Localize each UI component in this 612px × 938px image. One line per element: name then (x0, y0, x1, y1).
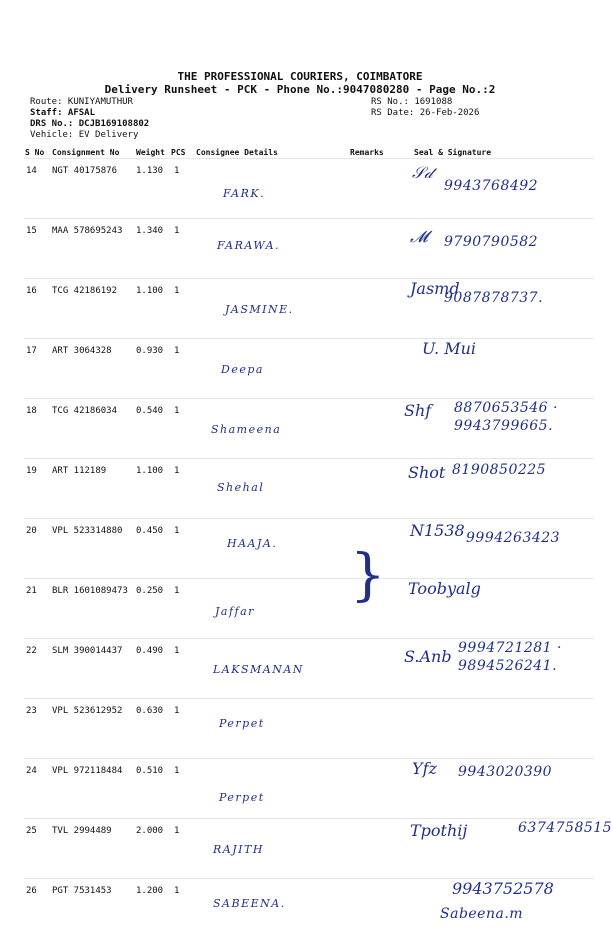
consignee-handwriting: HAAJA. (227, 537, 277, 550)
weight-cell: 0.930 (135, 339, 170, 399)
pcs-cell: 1 (170, 759, 195, 819)
consignee-cell (195, 219, 349, 279)
consignee-cell (195, 159, 349, 219)
weight-cell: 0.450 (135, 519, 170, 579)
sno-cell: 23 (24, 699, 51, 759)
route-label: Route: KUNIYAMUTHUR (30, 97, 149, 108)
col-remarks-header: Remarks (349, 146, 404, 159)
remarks-cell (349, 159, 404, 219)
consignee-cell (195, 399, 349, 459)
signature-cell (404, 339, 594, 399)
consignee-handwriting: Jaffar (215, 605, 255, 618)
remarks-cell (349, 279, 404, 339)
weight-cell: 0.540 (135, 399, 170, 459)
consignee-handwriting: RAJITH (213, 843, 264, 856)
remarks-cell (349, 459, 404, 519)
signature-cell (404, 879, 594, 938)
runsheet-meta-left (30, 97, 149, 141)
signature-mark: S.Anb (404, 647, 452, 666)
pcs-cell: 1 (170, 219, 195, 279)
table-row (24, 459, 594, 519)
pcs-cell: 1 (170, 159, 195, 219)
consignment-cell: VPL 523314880 (51, 519, 135, 579)
signature-phone: 9790790582 (444, 233, 538, 251)
drs-number: DRS No.: DCJB169108802 (30, 119, 149, 130)
table-row (24, 159, 594, 219)
signature-cell (404, 519, 594, 579)
col-consignment-header: Consignment No (51, 146, 135, 159)
sno-cell: 22 (24, 639, 51, 699)
signature-cell (404, 579, 594, 639)
consignee-cell (195, 819, 349, 879)
consignee-handwriting: JASMINE. (225, 303, 294, 316)
table-row (24, 639, 594, 699)
consignee-handwriting: SABEENA. (213, 897, 286, 910)
weight-cell: 1.340 (135, 219, 170, 279)
rs-date: RS Date: 26-Feb-2026 (371, 108, 479, 119)
signature-cell (404, 279, 594, 339)
signature-cell (404, 219, 594, 279)
remarks-cell (349, 399, 404, 459)
consignee-cell (195, 279, 349, 339)
weight-cell: 1.100 (135, 279, 170, 339)
runsheet-table (24, 146, 594, 938)
col-pcs-header: PCS (170, 146, 195, 159)
signature-phone: 8870653546 · 9943799665. (454, 399, 594, 435)
sno-cell: 14 (24, 159, 51, 219)
consignment-cell: ART 3064328 (51, 339, 135, 399)
staff-label: Staff: AFSAL (30, 108, 149, 119)
sno-cell: 15 (24, 219, 51, 279)
consignee-cell (195, 579, 349, 639)
table-row (24, 759, 594, 819)
consignment-cell: BLR 1601089473 (51, 579, 135, 639)
signature-phone: 9943020390 (458, 763, 552, 781)
pcs-cell: 1 (170, 399, 195, 459)
signature-mark: 9943752578 (452, 879, 554, 898)
consignee-handwriting: LAKSMANAN (213, 663, 304, 676)
consignee-handwriting: FARAWA. (217, 239, 280, 252)
signature-cell (404, 459, 594, 519)
table-row (24, 699, 594, 759)
sno-cell: 21 (24, 579, 51, 639)
pcs-cell: 1 (170, 699, 195, 759)
signature-phone: 9994263423 (466, 529, 560, 547)
pcs-cell: 1 (170, 819, 195, 879)
weight-cell: 0.250 (135, 579, 170, 639)
weight-cell: 2.000 (135, 819, 170, 879)
pcs-cell: 1 (170, 279, 195, 339)
consignee-handwriting: Shameena (211, 423, 281, 436)
signature-phone: Sabeena.m (440, 905, 523, 923)
consignee-cell (195, 459, 349, 519)
col-signature-header: Seal & Signature (404, 146, 594, 159)
consignment-cell: MAA 578695243 (51, 219, 135, 279)
consignment-cell: TCG 42186192 (51, 279, 135, 339)
signature-mark: U. Mui (422, 339, 476, 358)
rs-number: RS No.: 1691088 (371, 97, 479, 108)
remarks-cell (349, 639, 404, 699)
sno-cell: 25 (24, 819, 51, 879)
company-title: THE PROFESSIONAL COURIERS, COIMBATORE (0, 70, 600, 83)
signature-mark: 𝒮𝒹 (412, 163, 432, 183)
remarks-cell (349, 879, 404, 938)
signature-phone: 8190850225 (452, 461, 546, 479)
consignee-handwriting: Shehal (217, 481, 264, 494)
remarks-cell (349, 699, 404, 759)
weight-cell: 1.200 (135, 879, 170, 938)
remarks-cell (349, 219, 404, 279)
weight-cell: 0.510 (135, 759, 170, 819)
consignment-cell: NGT 40175876 (51, 159, 135, 219)
table-row (24, 519, 594, 579)
signature-phone: 6374758515 (518, 819, 612, 837)
signature-phone: 9087878737. (444, 289, 543, 307)
signature-cell (404, 759, 594, 819)
consignee-cell (195, 339, 349, 399)
sno-cell: 20 (24, 519, 51, 579)
signature-mark: Yfz (412, 759, 437, 778)
table-row (24, 279, 594, 339)
runsheet-header (0, 70, 600, 96)
consignment-cell: TVL 2994489 (51, 819, 135, 879)
signature-mark: 𝓜 (410, 227, 428, 247)
signature-cell (404, 159, 594, 219)
sno-cell: 26 (24, 879, 51, 938)
consignment-cell: ART 112189 (51, 459, 135, 519)
remarks-cell (349, 819, 404, 879)
table-header-row (24, 146, 594, 159)
signature-mark: Jasmd (410, 279, 460, 298)
signature-mark: Toobyalg (408, 579, 481, 598)
consignee-cell (195, 639, 349, 699)
runsheet-meta-right (371, 97, 479, 119)
consignee-handwriting: Perpet (219, 791, 265, 804)
col-sno-header: S No (24, 146, 51, 159)
table-row (24, 219, 594, 279)
pcs-cell: 1 (170, 459, 195, 519)
pcs-cell: 1 (170, 879, 195, 938)
pcs-cell: 1 (170, 639, 195, 699)
consignee-cell (195, 759, 349, 819)
sno-cell: 18 (24, 399, 51, 459)
remarks-cell (349, 339, 404, 399)
signature-mark: N1538 (410, 521, 465, 540)
pcs-cell: 1 (170, 339, 195, 399)
signature-cell (404, 399, 594, 459)
pcs-cell: 1 (170, 519, 195, 579)
weight-cell: 0.490 (135, 639, 170, 699)
table-row (24, 879, 594, 938)
consignee-cell (195, 699, 349, 759)
signature-mark: Shot (408, 463, 445, 482)
signature-cell (404, 639, 594, 699)
consignee-cell (195, 519, 349, 579)
pcs-cell: 1 (170, 579, 195, 639)
sno-cell: 17 (24, 339, 51, 399)
sno-cell: 19 (24, 459, 51, 519)
table-row (24, 399, 594, 459)
consignment-cell: TCG 42186034 (51, 399, 135, 459)
weight-cell: 1.130 (135, 159, 170, 219)
signature-mark: Shf (404, 401, 431, 420)
signature-cell (404, 819, 594, 879)
consignment-cell: SLM 390014437 (51, 639, 135, 699)
remarks-cell (349, 759, 404, 819)
consignment-cell: PGT 7531453 (51, 879, 135, 938)
weight-cell: 0.630 (135, 699, 170, 759)
consignee-handwriting: Deepa (221, 363, 264, 376)
signature-cell (404, 699, 594, 759)
table-row (24, 339, 594, 399)
sno-cell: 16 (24, 279, 51, 339)
vehicle-label: Vehicle: EV Delivery (30, 130, 149, 141)
consignee-handwriting: Perpet (219, 717, 265, 730)
consignment-cell: VPL 972118484 (51, 759, 135, 819)
runsheet-subtitle: Delivery Runsheet - PCK - Phone No.:9047080280 - Page No.:2 (0, 83, 600, 96)
table-row (24, 579, 594, 639)
bracket-mark: } (350, 548, 386, 604)
signature-phone: 9994721281 · 9894526241. (458, 639, 594, 675)
consignee-handwriting: FARK. (223, 187, 265, 200)
consignee-cell (195, 879, 349, 938)
sno-cell: 24 (24, 759, 51, 819)
consignment-cell: VPL 523612952 (51, 699, 135, 759)
col-consignee-header: Consignee Details (195, 146, 349, 159)
signature-mark: Tpothij (410, 821, 467, 840)
weight-cell: 1.100 (135, 459, 170, 519)
signature-phone: 9943768492 (444, 177, 538, 195)
table-row (24, 819, 594, 879)
col-weight-header: Weight (135, 146, 170, 159)
